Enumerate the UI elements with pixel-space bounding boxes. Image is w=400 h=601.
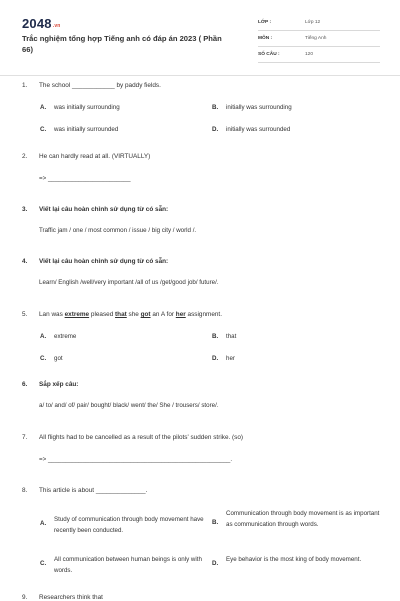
meta-row-count — [258, 50, 380, 63]
question-number: 9. — [22, 594, 28, 601]
question-prompt: a/ to/ and/ of/ pair/ bought/ black/ went/ the/ She / trousers/ store/. — [39, 402, 219, 409]
meta-value: Lớp 12 — [305, 20, 321, 25]
answer-line[interactable]: => ________________________ — [39, 175, 131, 182]
question-text: All flights had to be cancelled as a result of the pilots' sudden strike. (so) — [39, 434, 244, 441]
option-c[interactable]: C. All communication between human beings is only with words. — [40, 556, 202, 574]
question-text: Sắp xếp câu: — [39, 381, 79, 388]
meta-value: Tiếng Anh — [305, 36, 327, 41]
question-number: 8. — [22, 487, 28, 494]
answer-line[interactable]: => _____________________________________________________. — [39, 456, 233, 463]
option-b[interactable]: B. Communication through body movement is as important as communication through words. — [212, 510, 380, 528]
worksheet-page: 2048.vn Trắc nghiệm tổng hợp Tiếng anh có đáp án 2023 ( Phần 66) LỚP : Lớp 12 MÔN : Tiếng Anh SỐ CÂU : 120 1. The school ____________ by paddy fields. A. was initially surrounding B. initially was surrounding C. was initially surrounded D. initially was surrounded 2. He can hardly read at all. (VIRTUALLY) => ________________________ 3. Viết lại câu hoàn chỉnh sử dụng từ có sẵn: Traffic jam / one / most common / issue / big city / world /. 4. Viết lại câu hoàn chỉnh sử dụng từ có sẵn: Learn/ English /well/very important /all of us /get/good job/ future/. 5. Lan was extreme pleased that she got an A for her assignment. A. extreme B. that C. got D. her 6. Sắp xếp câu: a/ to/ and/ of/ pair/ bought/ black/ went/ the/ She / trousers/ store/. 7. All flights had to be cancelled as a result of the pilots' sudden strike. (so) => _____________________________________________________. 8. This article is about ______________. A. Study of communication through body movement have recently been conducted. B. Communication through body movement is as important as communication through words. C. All communication between human beings is only with words. D. Eye behavior is the most king of body movement. 9. Researchers think that — [0, 0, 400, 600]
question-text: Researchers think that — [39, 594, 103, 601]
site-logo[interactable]: 2048.vn — [22, 16, 61, 31]
question-text: Viết lại câu hoàn chỉnh sử dụng từ có sẵn: — [39, 206, 169, 213]
meta-row-class — [258, 18, 380, 31]
meta-row-subject — [258, 34, 380, 47]
question-text: This article is about ______________. — [39, 487, 148, 494]
question-prompt: Learn/ English /well/very important /all of us /get/good job/ future/. — [39, 279, 219, 286]
question-text: He can hardly read at all. (VIRTUALLY) — [39, 153, 151, 160]
option-d[interactable]: D. Eye behavior is the most king of body movement. — [212, 556, 362, 567]
meta-info — [258, 18, 380, 66]
question-prompt: Traffic jam / one / most common / issue / big city / world /. — [39, 227, 197, 234]
question-number: 6. — [22, 381, 28, 388]
question-text: The school ____________ by paddy fields. — [39, 82, 161, 89]
worksheet-header — [22, 14, 378, 76]
question-number: 5. — [22, 311, 28, 318]
meta-value: 120 — [305, 52, 314, 57]
question-number: 2. — [22, 153, 28, 160]
meta-key: SỐ CÂU : — [258, 52, 280, 57]
question-text: Viết lại câu hoàn chỉnh sử dụng từ có sẵn: — [39, 258, 169, 265]
question-number: 3. — [22, 206, 28, 213]
question-number: 4. — [22, 258, 28, 265]
question-number: 1. — [22, 82, 28, 89]
header-divider — [0, 75, 400, 76]
question-text: Lan was extreme pleased that she got an A for her assignment. — [39, 311, 222, 318]
meta-key: LỚP : — [258, 20, 272, 25]
meta-key: MÔN : — [258, 36, 273, 41]
question-number: 7. — [22, 434, 28, 441]
option-a[interactable]: A. Study of communication through body movement have recently been conducted. — [40, 516, 204, 534]
document-title: Trắc nghiệm tổng hợp Tiếng anh có đáp án 2023 ( Phần 66) — [22, 34, 222, 54]
